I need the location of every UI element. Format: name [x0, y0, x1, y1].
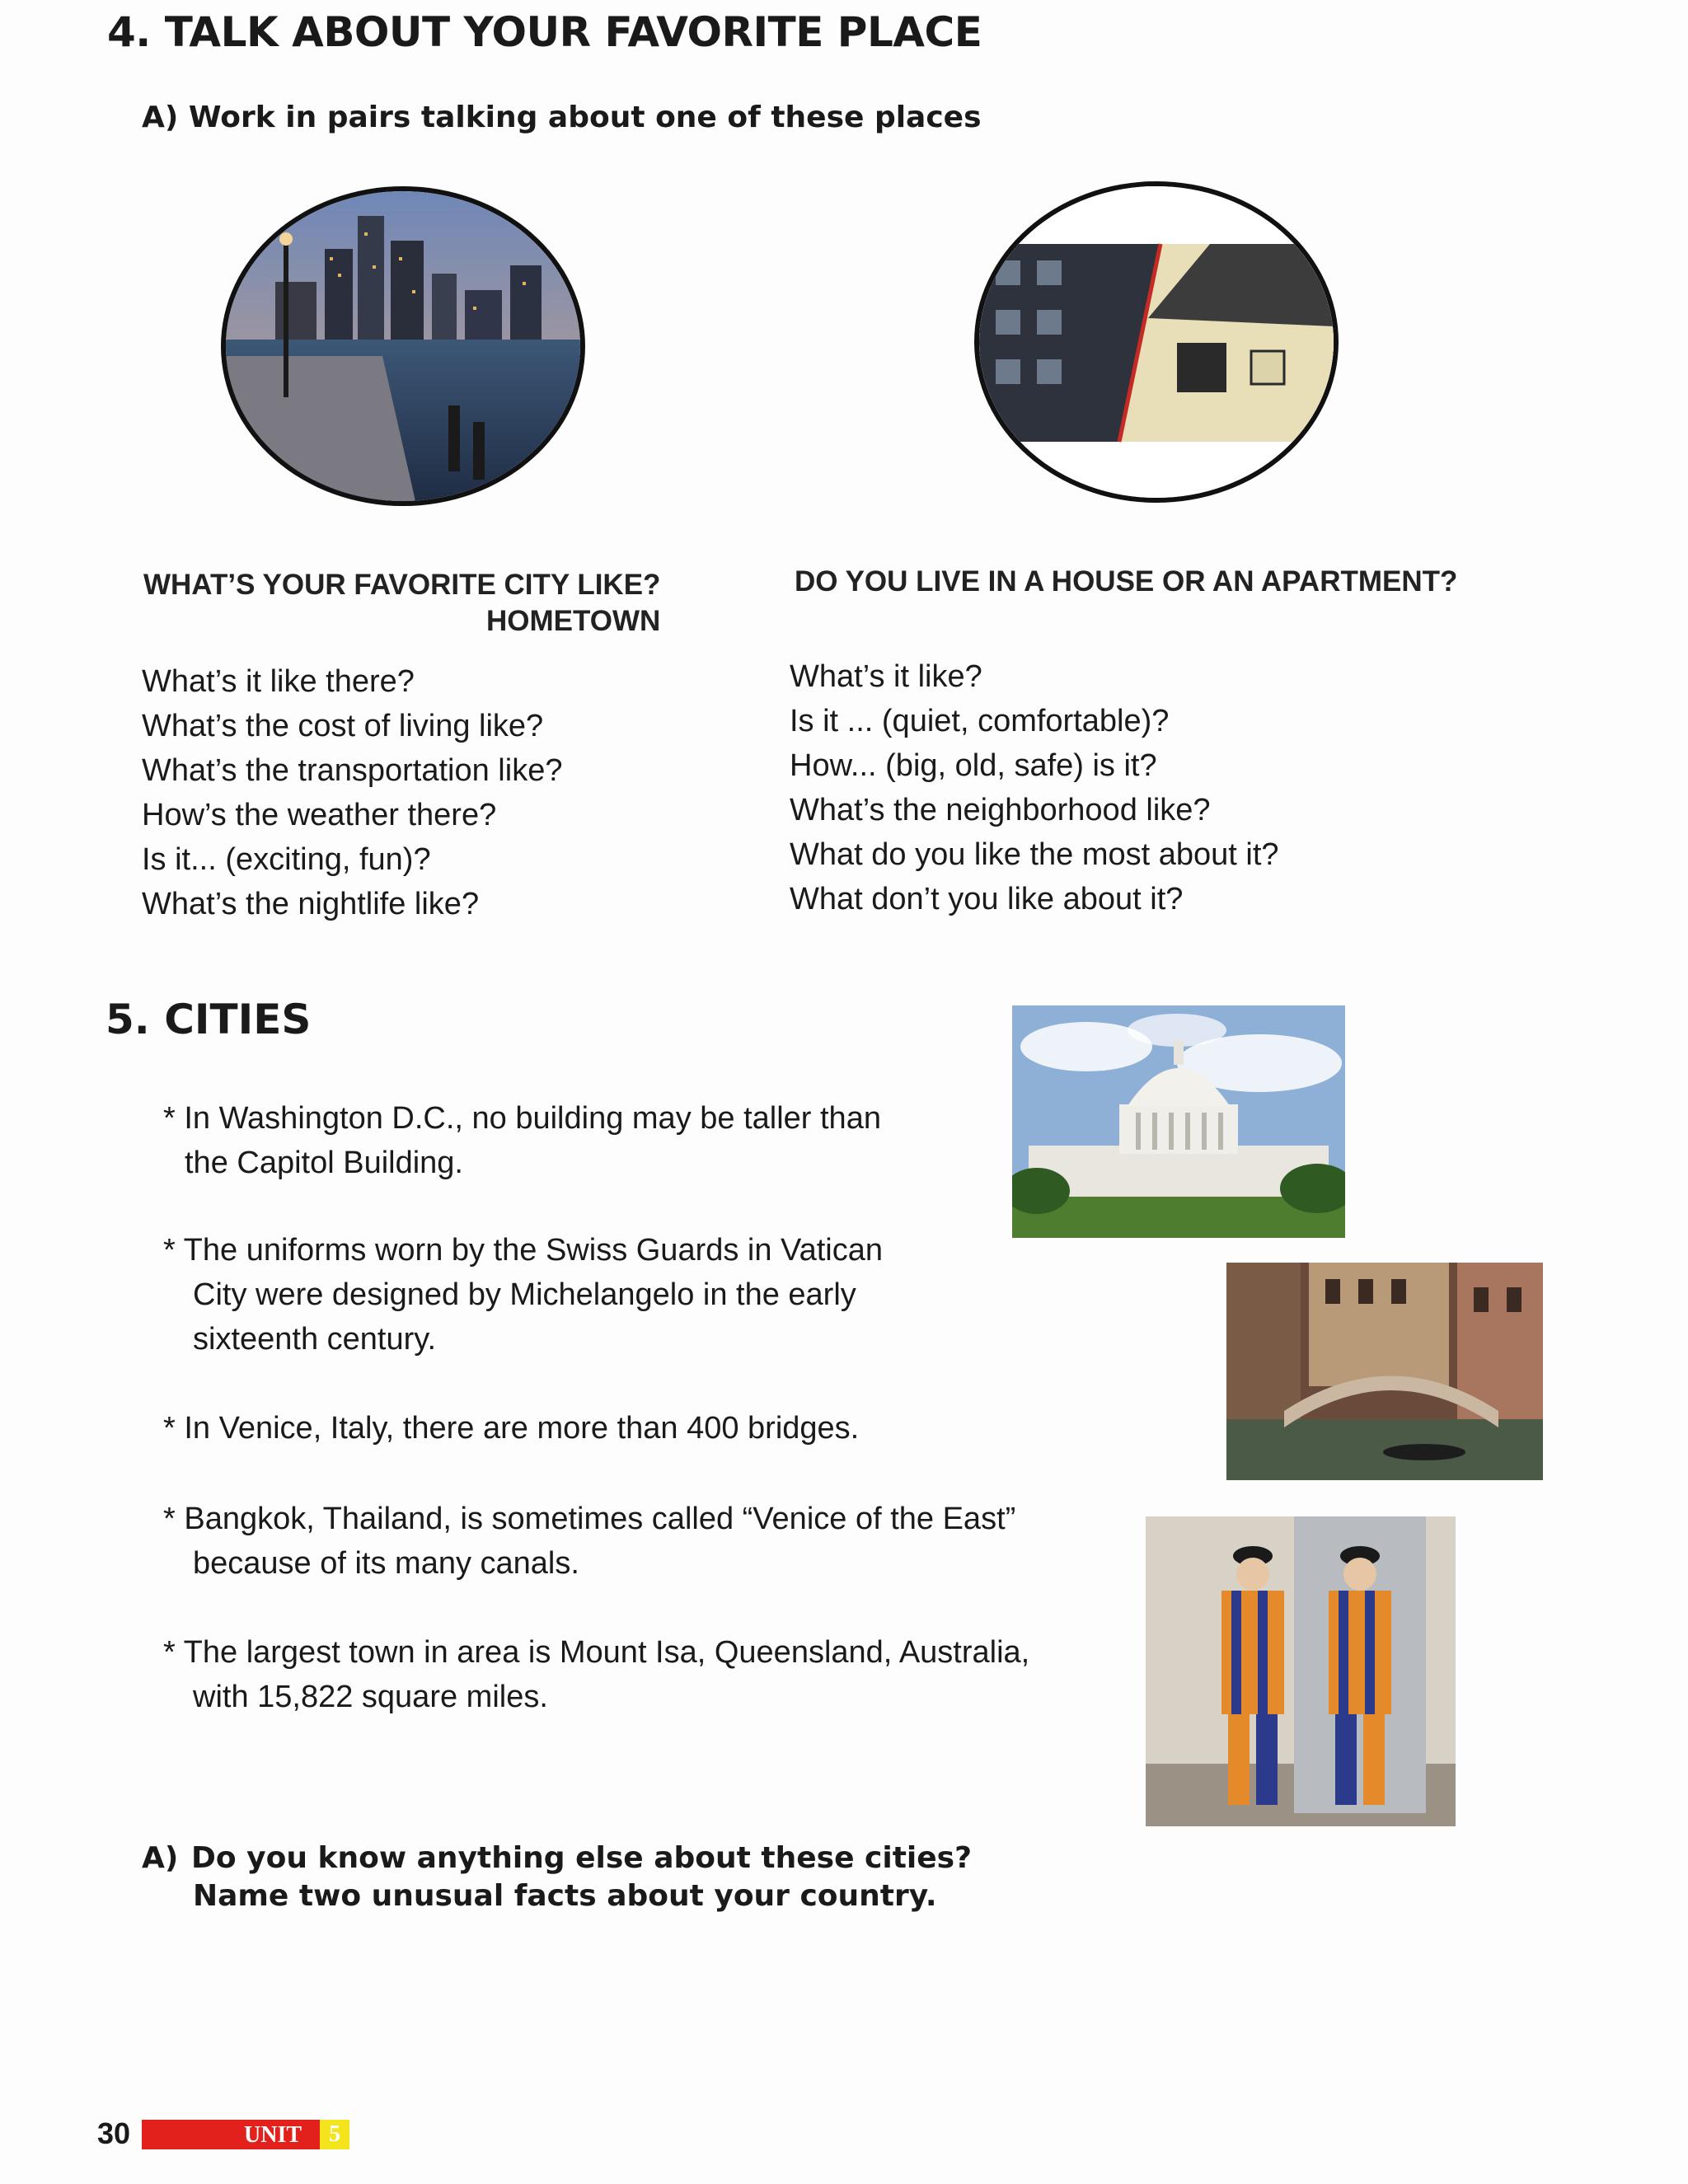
fact-line: with 15,822 square miles.: [193, 1680, 548, 1714]
page-number: 30: [97, 2116, 131, 2150]
fact-line: sixteenth century.: [193, 1322, 437, 1357]
task-line: Name two unusual facts about your country.: [193, 1879, 937, 1913]
fact-bangkok: [163, 1497, 1015, 1586]
section-5-task: [142, 1840, 972, 1915]
fact-line: because of its many canals.: [193, 1546, 579, 1581]
fact-line: * In Venice, Italy, there are more than 400 bridges.: [163, 1411, 860, 1446]
fact-line: the Capitol Building.: [185, 1146, 463, 1180]
house-question-list: [790, 654, 1279, 921]
fact-venice: [163, 1406, 859, 1451]
swiss-guards-photo: [1146, 1516, 1456, 1826]
list-item: What do you like the most about it?: [790, 837, 1279, 872]
list-item: What’s it like there?: [142, 664, 415, 699]
city-question-heading-hometown: HOMETOWN: [486, 605, 661, 637]
section-5-title: 5. CITIES: [106, 996, 312, 1043]
list-item: Is it... (exciting, fun)?: [142, 842, 431, 877]
list-item: What’s the cost of living like?: [142, 709, 544, 743]
task-line: Do you know anything else about these cities?: [191, 1841, 972, 1875]
list-item: How’s the weather there?: [142, 798, 497, 832]
capitol-building-photo: [1012, 1005, 1345, 1238]
list-item: What don’t you like about it?: [790, 882, 1184, 916]
task-label: A): [142, 1841, 179, 1875]
list-item: What’s it like?: [790, 659, 982, 694]
section-4-instruction: A) Work in pairs talking about one of these places: [142, 101, 982, 134]
unit-number-badge: 5: [320, 2120, 349, 2149]
list-item: How... (big, old, safe) is it?: [790, 748, 1157, 783]
section-4-title: 4. TALK ABOUT YOUR FAVORITE PLACE: [107, 8, 982, 56]
house-apartment-image: [974, 181, 1339, 503]
fact-line: * In Washington D.C., no building may be taller than: [163, 1101, 881, 1136]
city-question-list: [142, 659, 562, 926]
city-skyline-image: [221, 186, 585, 506]
venice-canal-photo: [1226, 1263, 1543, 1480]
unit-label: UNIT: [244, 2122, 302, 2148]
list-item: What’s the neighborhood like?: [790, 793, 1211, 827]
fact-line: * The uniforms worn by the Swiss Guards in Vatican: [163, 1233, 883, 1268]
house-question-heading: DO YOU LIVE IN A HOUSE OR AN APARTMENT?: [795, 565, 1458, 598]
city-question-heading: WHAT’S YOUR FAVORITE CITY LIKE?: [143, 569, 661, 601]
list-item: Is it ... (quiet, comfortable)?: [790, 704, 1170, 738]
fact-washington: [163, 1096, 881, 1185]
fact-vatican: [163, 1228, 883, 1361]
fact-line: * Bangkok, Thailand, is sometimes called “Venice of the East”: [163, 1502, 1016, 1536]
fact-line: City were designed by Michelangelo in the early: [193, 1277, 856, 1312]
fact-line: * The largest town in area is Mount Isa, Queensland, Australia,: [163, 1635, 1030, 1670]
list-item: What’s the nightlife like?: [142, 887, 480, 921]
fact-mount-isa: [163, 1630, 1029, 1719]
list-item: What’s the transportation like?: [142, 753, 563, 788]
